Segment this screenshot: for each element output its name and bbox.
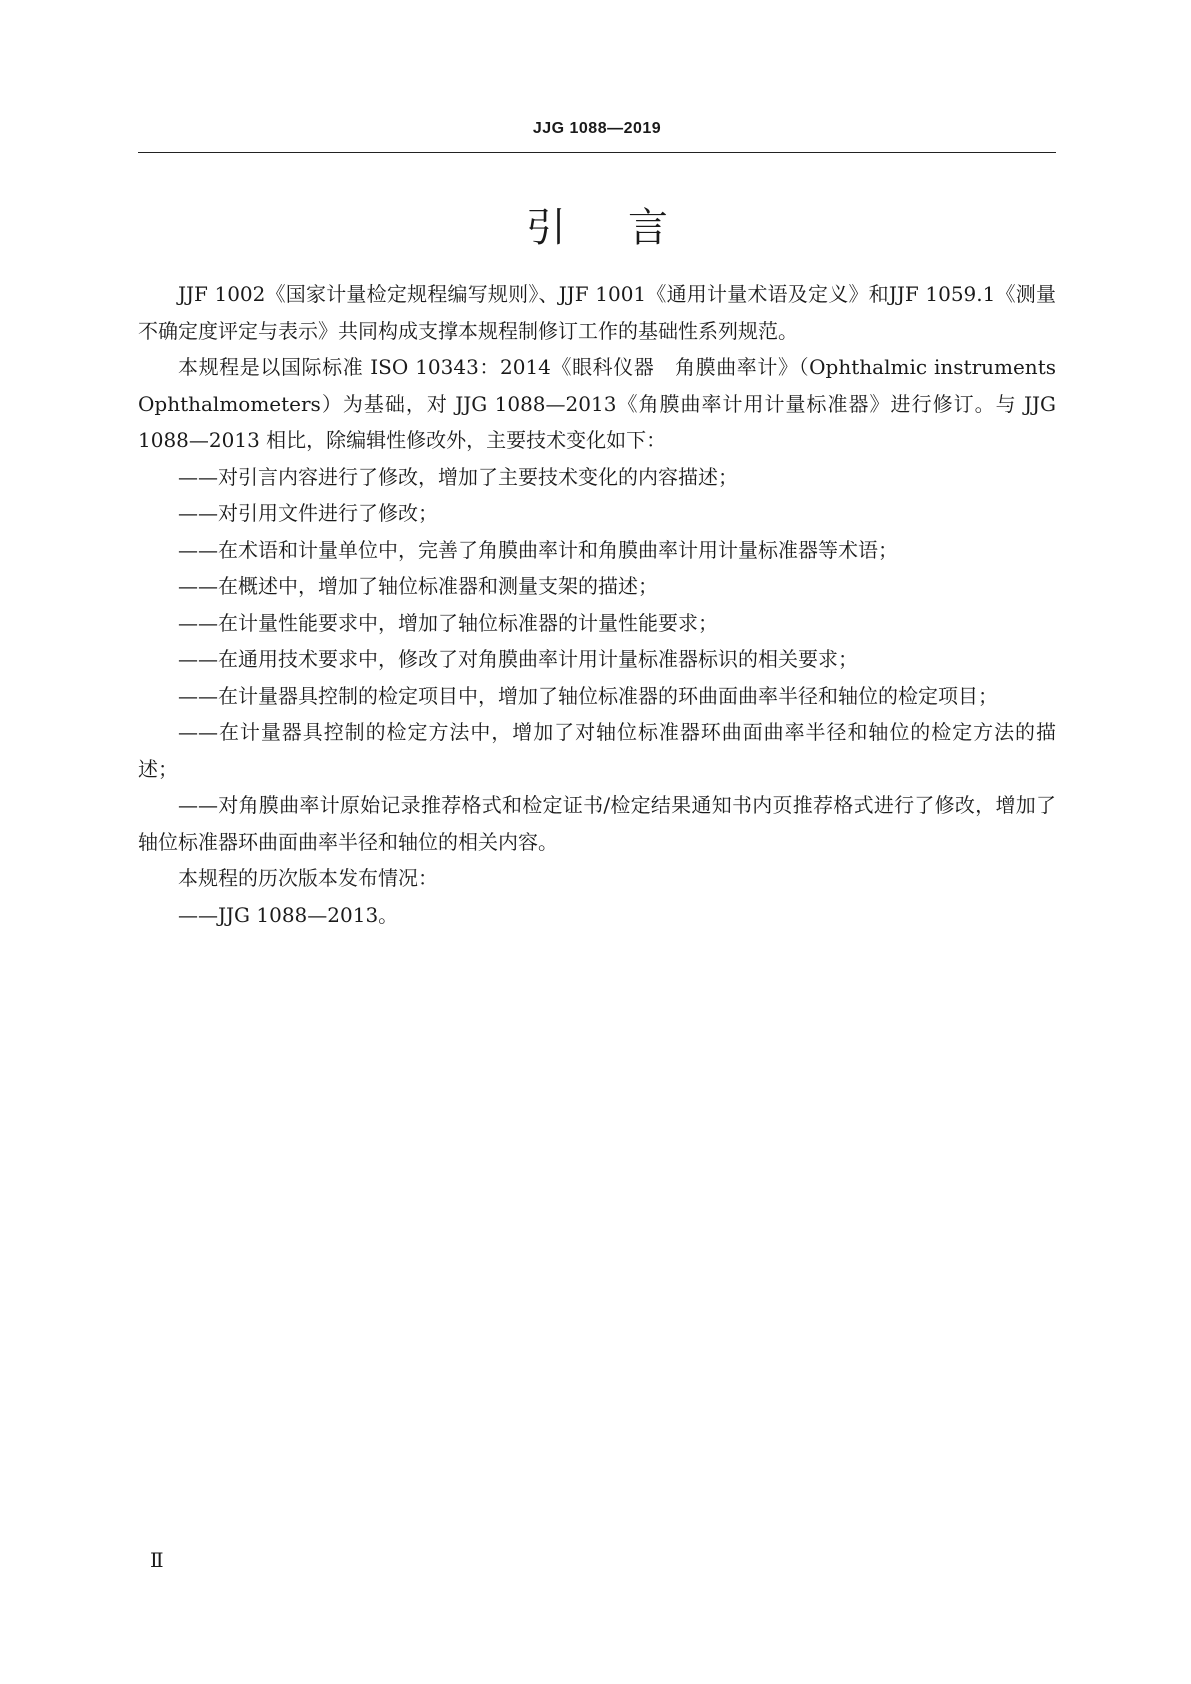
page-number: Ⅱ — [150, 1548, 164, 1572]
standard-code: JJG 1088—2019 — [532, 120, 662, 137]
change-item: ——在计量器具控制的检定项目中，增加了轴位标准器的环曲面曲率半径和轴位的检定项目； — [178, 683, 998, 708]
change-item: ——对角膜曲率计原始记录推荐格式和检定证书/检定结果通知书内页推荐格式进行了修改，增加了轴位标准器环曲面曲率半径和轴位的相关内容。 — [138, 793, 1056, 854]
section-title: 引言 — [526, 205, 730, 251]
change-item: ——在概述中，增加了轴位标准器和测量支架的描述； — [178, 574, 658, 598]
body-text — [138, 276, 1076, 933]
change-item: ——在计量性能要求中，增加了轴位标准器的计量性能要求； — [178, 610, 718, 635]
change-item: ——对引言内容进行了修改，增加了主要技术变化的内容描述； — [178, 464, 738, 489]
change-item: ——对引用文件进行了修改； — [178, 501, 438, 525]
page-header — [138, 112, 1056, 153]
history-heading: 本规程的历次版本发布情况： — [178, 866, 438, 890]
paragraph-intro-2: 本规程是以国际标准 ISO 10343：2014《眼科仪器 角膜曲率计》（Ophthalmic instruments Ophthalmometers）为基础，对 JJG 1088—2013《角膜曲率计用计量标准器》进行修订。与 JJG 1088—2013 相比，除编辑性修改外，主要技术变化如下： — [138, 355, 1076, 452]
change-item: ——在通用技术要求中，修改了对角膜曲率计用计量标准器标识的相关要求； — [178, 647, 858, 671]
paragraph-intro-1: JJF 1002《国家计量检定规程编写规则》、JJF 1001《通用计量术语及定义》和JJF 1059.1《测量不确定度评定与表示》共同构成支撑本规程制修订工作的基础性系列规范。 — [138, 282, 1056, 343]
history-item: ——JJG 1088—2013。 — [178, 902, 399, 927]
change-item: ——在计量器具控制的检定方法中，增加了对轴位标准器环曲面曲率半径和轴位的检定方法的描述； — [138, 720, 1056, 781]
change-item: ——在术语和计量单位中，完善了角膜曲率计和角膜曲率计用计量标准器等术语； — [178, 537, 898, 562]
